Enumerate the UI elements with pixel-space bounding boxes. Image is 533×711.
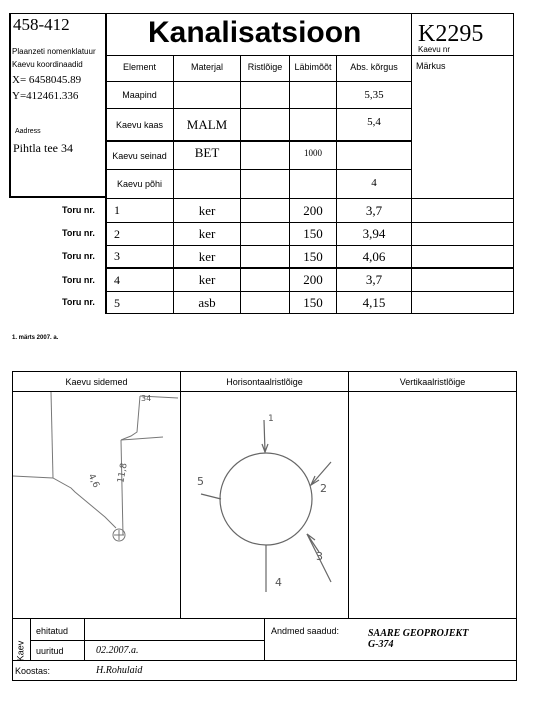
pipe-label-4: 4	[275, 576, 282, 589]
surveyed-value: 02.2007.a.	[96, 645, 139, 656]
pipe-label-2: 2	[320, 482, 327, 495]
address-label: Aadress	[15, 128, 41, 135]
element-name: Kaevu kaas	[115, 119, 164, 130]
pipe-label-5: 5	[197, 475, 204, 488]
element-name: Kaevu seinad	[112, 150, 167, 161]
pipe-number: 5	[114, 296, 120, 310]
col-abs-elevation: Abs. kõrgus	[350, 62, 398, 72]
data-from-code: G-374	[368, 639, 394, 650]
well-side-label: Kaev	[15, 640, 26, 662]
data-from-value: SAARE GEOPROJEKT	[368, 628, 469, 639]
page-title: Kanalisatsioon	[148, 16, 362, 49]
pipe-elevation: 4,06	[362, 248, 386, 264]
pipe-diameter: 200	[303, 202, 323, 218]
element-elevation: 5,35	[364, 89, 384, 101]
pipe-diameter: 150	[303, 294, 323, 310]
element-name: Maapind	[122, 90, 157, 100]
data-from-label: Andmed saadud:	[271, 626, 340, 636]
pipe-elevation: 3,7	[365, 202, 383, 218]
pipe-material: asb	[198, 294, 216, 310]
col-diameter: Läbimõõt	[294, 62, 332, 72]
y-coordinate: Y=412461.336	[12, 90, 79, 102]
section-horizontal-title: Horisontaalristlõige	[226, 376, 303, 387]
element-elevation: 4	[371, 177, 377, 189]
col-cross-section: Ristlõige	[247, 62, 283, 72]
coords-label: Kaevu koordinaadid	[12, 60, 83, 69]
map-sheet-number: 458-412	[13, 15, 70, 34]
col-note: Märkus	[416, 61, 446, 71]
ties-label-118: 11,8	[116, 462, 130, 484]
pipe-row-label: Toru nr.	[62, 275, 95, 285]
pipe-row-label: Toru nr.	[62, 297, 95, 307]
pipe-material: ker	[198, 226, 216, 241]
section-ties-title: Kaevu sidemed	[65, 376, 128, 387]
pipe-label-3: 3	[316, 550, 323, 563]
element-diameter: 1000	[304, 148, 322, 158]
pipe-elevation: 3,7	[365, 272, 383, 287]
element-material: BET	[194, 145, 220, 160]
pipe-diameter: 150	[303, 226, 323, 241]
compiled-value: H.Rohulaid	[96, 665, 143, 676]
pipe-number: 1	[114, 203, 120, 217]
element-name: Kaevu põhi	[116, 179, 163, 189]
section-vertical-title: Vertikaalristlõige	[399, 376, 466, 387]
pipe-row-label: Toru nr.	[62, 205, 95, 215]
compiled-label: Koostas:	[15, 666, 51, 676]
col-element: Element	[122, 62, 157, 72]
element-material: MALM	[186, 116, 228, 132]
pipe-number: 2	[114, 227, 120, 241]
element-elevation: 5,4	[367, 116, 381, 128]
pipe-elevation: 4,15	[362, 294, 386, 310]
map-sheet-label: Plaanzeti nomenklatuur	[12, 47, 96, 56]
pipe-row-label: Toru nr.	[62, 228, 95, 238]
pipe-number: 4	[114, 273, 120, 287]
pipe-number: 3	[114, 249, 120, 263]
date-note: 1. märts 2007. a.	[12, 335, 59, 341]
pipe-row-label: Toru nr.	[62, 251, 95, 261]
ties-sketch	[13, 392, 180, 618]
pipe-elevation: 3,94	[362, 226, 386, 241]
col-material: Materjal	[190, 62, 223, 72]
well-number-label: Kaevu nr	[418, 45, 451, 54]
pipe-material: ker	[198, 272, 216, 287]
address-value: Pihtla tee 34	[13, 141, 73, 155]
pipe-material: ker	[198, 248, 216, 264]
built-label: ehitatud	[36, 626, 69, 636]
pipe-material: ker	[198, 202, 216, 218]
x-coordinate: X= 6458045.89	[12, 74, 82, 86]
pipe-label-1: 1	[268, 414, 274, 424]
pipe-diameter: 200	[303, 272, 323, 287]
ties-label-34: 34	[141, 394, 152, 403]
well-number: K2295	[418, 21, 484, 47]
surveyed-label: uuritud	[36, 646, 64, 656]
horizontal-section-sketch	[181, 392, 348, 618]
pipe-diameter: 150	[303, 248, 323, 264]
ties-label-46: 4,6	[85, 472, 101, 490]
